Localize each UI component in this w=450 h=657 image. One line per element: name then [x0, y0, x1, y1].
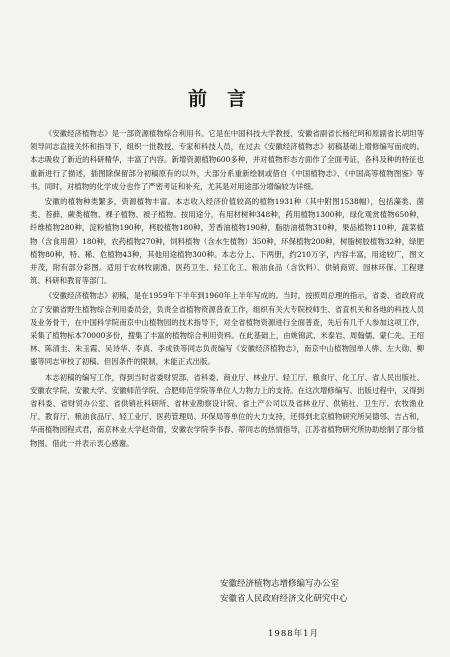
document-date: 1988年1月 — [268, 629, 320, 639]
paragraph-2: 安徽的植物种类繁多，资源植物丰富。本志收入经济价值较高的植物1931种（其中附图1538幅），包括藻类、菌类、苔藓、蕨类植物、裸子植物、被子植物。按用途分，有用材树种348种，药用植物1300种，绿化观赏植物650种，纤维植物280种，淀粉植物190种，栲胶植物180种，芳香油植物190种，脂肪油植物310种，果品植物110种，蔬菜植物（含食用菌）180种，农药植物270种，饲料植物（含水生植物）350种，环保植物200种，树脂树胶植物32种，绿肥植物80种，特、稀、危植物43种，其他用途植物300种。本志分上、下两册，约210万字，内容丰富，用途较广，图文并茂，附有部分彩图。适用于农林牧副渔、医药卫生、轻工化工、粮油食品（含饮料）、供销商贸、园林环保、工程建筑、科研和教育等部门。 — [30, 197, 424, 286]
paragraph-1: 《安徽经济植物志》是一部资源植物综合利用书。它是在中国科技大学教授、安徽省副省长杨纪珂和原副省长胡坦等领导同志直接关怀和指导下，组织一批教授、专家和科技人员，在过去《安徽经济植物志》初稿基础上增修编写而成的。本志吸收了新近的科研精华，丰富了内容。新增资源植物600多种，并对植物形态方面作了全面考证，各科及种的特征也重新进行了描述，插图除保留部分初稿原有的以外，大部分系重新绘制或借自《中国植物志》、《中国高等植物图鉴》等书。同时，对植物的化学成分也作了严密考证和补充，尤其是对用途部分增编较为详细。 — [30, 129, 424, 191]
page-title: 前言 — [187, 88, 266, 110]
signature-line-2: 安徽省人民政府经济文化研究中心 — [220, 594, 348, 604]
paragraph-4: 本志初稿的编写工作，得到当时省委财贸部、省科委、商业厅、林业厅、轻工厅、粮食厅、化工厅、省人民出版社、安徽农学院、安徽大学、安徽师范学院、合肥师范学院等单位人力物力上的支持。在这次增修编写、出版过程中，又得到省科委、省财贸办公室、省供销社科研所、省林业勘察设计院、省土产公司以及省林业厅、供销社、卫生厅、农牧渔业厅、教育厅、粮油食品厅、轻工业厅、医药管理局、环保局等单位的大力支持，还得到北京植物研究所吴德邻、吉占和，华南植物园程式君，南京林业大学赵奇僧，安徽农学院李书春、蒂同志的热情指导，江苏省植物研究所协助绘制了部分植物图。借此一并表示衷心感谢。 — [30, 372, 424, 448]
paragraph-3: 《安徽经济植物志》初稿，是在1959年下半年到1960年上半年写成的。当时，按照周总理的指示，省委、省政府成立了安徽省野生植物综合利用委员会，负责全省植物资源普查工作，组织有关大专院校师生、省直机关和各地的科技人员及业务骨干，在中国科学院南京中山植物园的技术指导下，对全省植物资源进行全面普查，先后有几千人参加这项工作，采集了植物标本70000多份，搜集了丰富的植物综合利用资料。在此基础上，由姚锦武、米泰岩、周翰儒、蒙仁先、王绍林、陈清圭、朱玉霞、吴诗华、李真、李成铁等同志负责编写《安徽经济植物志》，南京中山植物园单人骅、左大勋、柳鎏等同志审校了初稿。但因条件的限制，未能正式出版。 — [30, 291, 424, 367]
signature-block — [220, 577, 348, 607]
signature-line-1: 安徽经济植物志增修编写办公室 — [220, 579, 340, 589]
